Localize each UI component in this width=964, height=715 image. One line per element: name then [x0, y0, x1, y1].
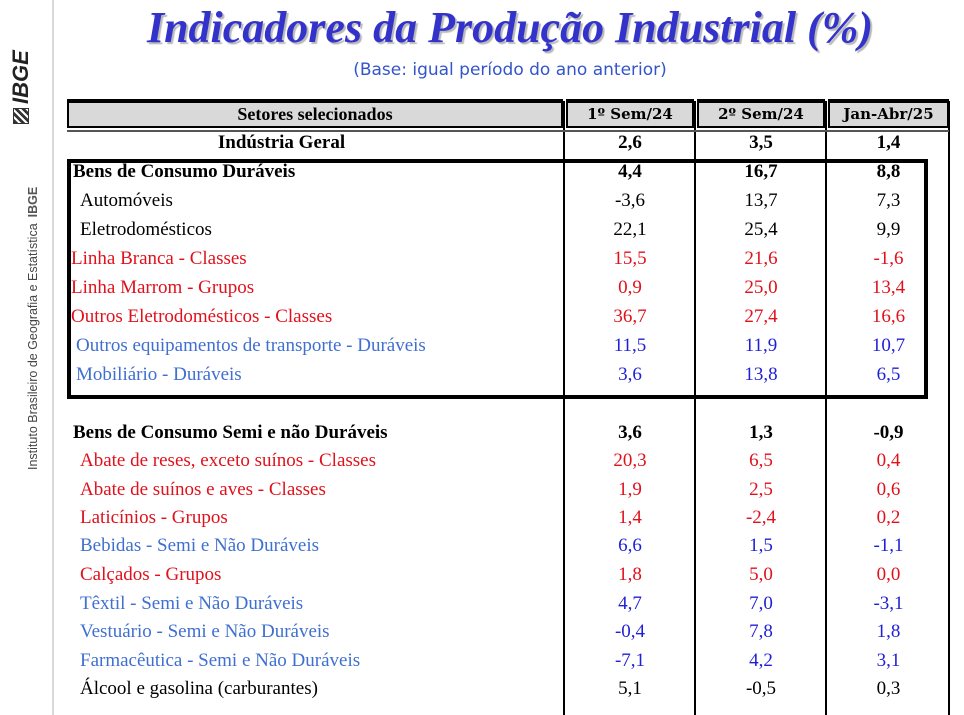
- row-value-1sem24: 5,1: [618, 678, 642, 699]
- row-value-janabr25: -1,1: [873, 535, 904, 556]
- row-label: Linha Branca - Classes: [71, 248, 247, 269]
- row-value-1sem24: 3,6: [618, 422, 642, 443]
- table-row: [0, 561, 964, 589]
- row-label: Abate de reses, exceto suínos - Classes: [80, 450, 377, 471]
- table-row: [0, 590, 964, 618]
- row-label: Eletrodomésticos: [80, 219, 212, 240]
- row-value-janabr25: 9,9: [876, 219, 901, 240]
- row-value-2sem24: 7,8: [749, 621, 773, 642]
- row-value-1sem24: 0,9: [618, 277, 642, 298]
- row-value-2sem24: 25,0: [744, 277, 778, 298]
- table-row: [0, 245, 964, 273]
- row-value-janabr25: -0,9: [873, 422, 904, 443]
- row-value-janabr25: 8,8: [876, 161, 901, 182]
- row-value-1sem24: 3,6: [618, 364, 642, 385]
- row-label: Farmacêutica - Semi e Não Duráveis: [80, 650, 361, 671]
- row-value-janabr25: -1,6: [873, 248, 904, 269]
- row-label: Linha Marrom - Grupos: [71, 277, 255, 298]
- row-value-1sem24: 1,8: [618, 564, 642, 585]
- row-value-2sem24: 27,4: [744, 306, 778, 327]
- row-value-janabr25: 7,3: [876, 190, 901, 211]
- table-row: [0, 129, 964, 157]
- header-1sem24: 1º Sem/24: [566, 101, 694, 128]
- row-value-2sem24: -0,5: [745, 678, 777, 699]
- row-value-1sem24: 15,5: [613, 248, 647, 269]
- row-value-2sem24: 3,5: [749, 132, 773, 153]
- row-value-1sem24: -7,1: [614, 650, 646, 671]
- row-label: Bens de Consumo Duráveis: [73, 161, 296, 182]
- row-value-janabr25: 0,0: [876, 564, 901, 585]
- table-row: [0, 361, 964, 389]
- ibge-logo-text: IBGE: [8, 50, 33, 104]
- row-label: Mobiliário - Duráveis: [76, 364, 242, 385]
- row-value-janabr25: 0,4: [876, 450, 901, 471]
- table-row: [0, 187, 964, 215]
- row-value-janabr25: 0,6: [876, 479, 901, 500]
- table-row: [0, 216, 964, 244]
- row-value-janabr25: 1,8: [876, 621, 901, 642]
- table-row: [0, 274, 964, 302]
- row-value-janabr25: 10,7: [871, 335, 906, 356]
- table-row: [0, 532, 964, 560]
- table-row: [0, 158, 964, 186]
- table-row: [0, 447, 964, 475]
- row-value-janabr25: 3,1: [876, 650, 901, 671]
- row-value-janabr25: 13,4: [871, 277, 906, 298]
- row-value-1sem24: 20,3: [613, 450, 647, 471]
- table-row: [0, 419, 964, 447]
- row-label: Vestuário - Semi e Não Duráveis: [80, 621, 330, 642]
- row-value-janabr25: 6,5: [876, 364, 901, 385]
- table-row: [0, 618, 964, 646]
- ibge-logo-icon: [13, 108, 29, 124]
- table-row: [0, 647, 964, 675]
- row-value-2sem24: 2,5: [749, 479, 773, 500]
- table-row: [0, 332, 964, 360]
- row-value-2sem24: 13,8: [744, 364, 778, 385]
- institution-full-name: Instituto Brasileiro de Geografia e Estatística: [26, 223, 40, 470]
- row-value-2sem24: 1,5: [749, 535, 773, 556]
- ibge-logo: [8, 50, 34, 124]
- row-value-janabr25: 1,4: [876, 132, 901, 153]
- row-label: Álcool e gasolina (carburantes): [80, 678, 318, 699]
- page-subtitle: (Base: igual período do ano anterior): [353, 60, 667, 80]
- row-value-1sem24: 2,6: [618, 132, 642, 153]
- row-label: Bebidas - Semi e Não Duráveis: [80, 535, 320, 556]
- row-label: Outros Eletrodomésticos - Classes: [71, 306, 333, 327]
- row-value-janabr25: 0,2: [876, 507, 901, 528]
- row-value-2sem24: 16,7: [744, 161, 778, 182]
- row-label: Automóveis: [80, 190, 173, 211]
- row-label: Têxtil - Semi e Não Duráveis: [80, 593, 304, 614]
- row-value-2sem24: 21,6: [744, 248, 778, 269]
- row-value-janabr25: 16,6: [871, 306, 906, 327]
- row-value-1sem24: 1,4: [618, 507, 642, 528]
- row-label: Laticínios - Grupos: [80, 507, 228, 528]
- row-value-2sem24: 5,0: [749, 564, 773, 585]
- row-value-2sem24: 25,4: [744, 219, 778, 240]
- row-value-janabr25: 0,3: [876, 678, 901, 699]
- row-value-2sem24: 13,7: [744, 190, 778, 211]
- row-value-1sem24: 6,6: [618, 535, 642, 556]
- row-value-2sem24: 7,0: [749, 593, 773, 614]
- header-sectors: Setores selecionados: [67, 101, 563, 128]
- row-value-1sem24: -0,4: [614, 621, 646, 642]
- row-label: Bens de Consumo Semi e não Duráveis: [73, 422, 388, 443]
- row-value-1sem24: 22,1: [613, 219, 647, 240]
- row-value-1sem24: 4,4: [618, 161, 642, 182]
- row-value-1sem24: 11,5: [613, 335, 647, 356]
- header-2sem24: 2º Sem/24: [697, 101, 825, 128]
- page-title: Indicadores da Produção Industrial (%): [146, 3, 874, 52]
- table-row: [0, 675, 964, 703]
- row-value-1sem24: 1,9: [618, 479, 642, 500]
- institution-abbrev: IBGE: [26, 186, 40, 218]
- header-janabr25: Jan-Abr/25: [828, 101, 949, 128]
- row-value-2sem24: -2,4: [745, 507, 777, 528]
- row-value-1sem24: -3,6: [614, 190, 646, 211]
- table-row: [0, 303, 964, 331]
- row-value-1sem24: 4,7: [618, 593, 642, 614]
- row-value-2sem24: 6,5: [749, 450, 773, 471]
- row-value-1sem24: 36,7: [613, 306, 647, 327]
- row-value-janabr25: -3,1: [873, 593, 904, 614]
- row-value-2sem24: 1,3: [749, 422, 773, 443]
- row-label: Calçados - Grupos: [80, 564, 222, 585]
- row-value-2sem24: 11,9: [744, 335, 778, 356]
- row-value-2sem24: 4,2: [749, 650, 773, 671]
- table-row: [0, 504, 964, 532]
- row-label: Outros equipamentos de transporte - Duráveis: [76, 335, 426, 356]
- row-label: Abate de suínos e aves - Classes: [80, 479, 326, 500]
- table-row: [0, 476, 964, 504]
- row-label: Indústria Geral: [217, 132, 346, 153]
